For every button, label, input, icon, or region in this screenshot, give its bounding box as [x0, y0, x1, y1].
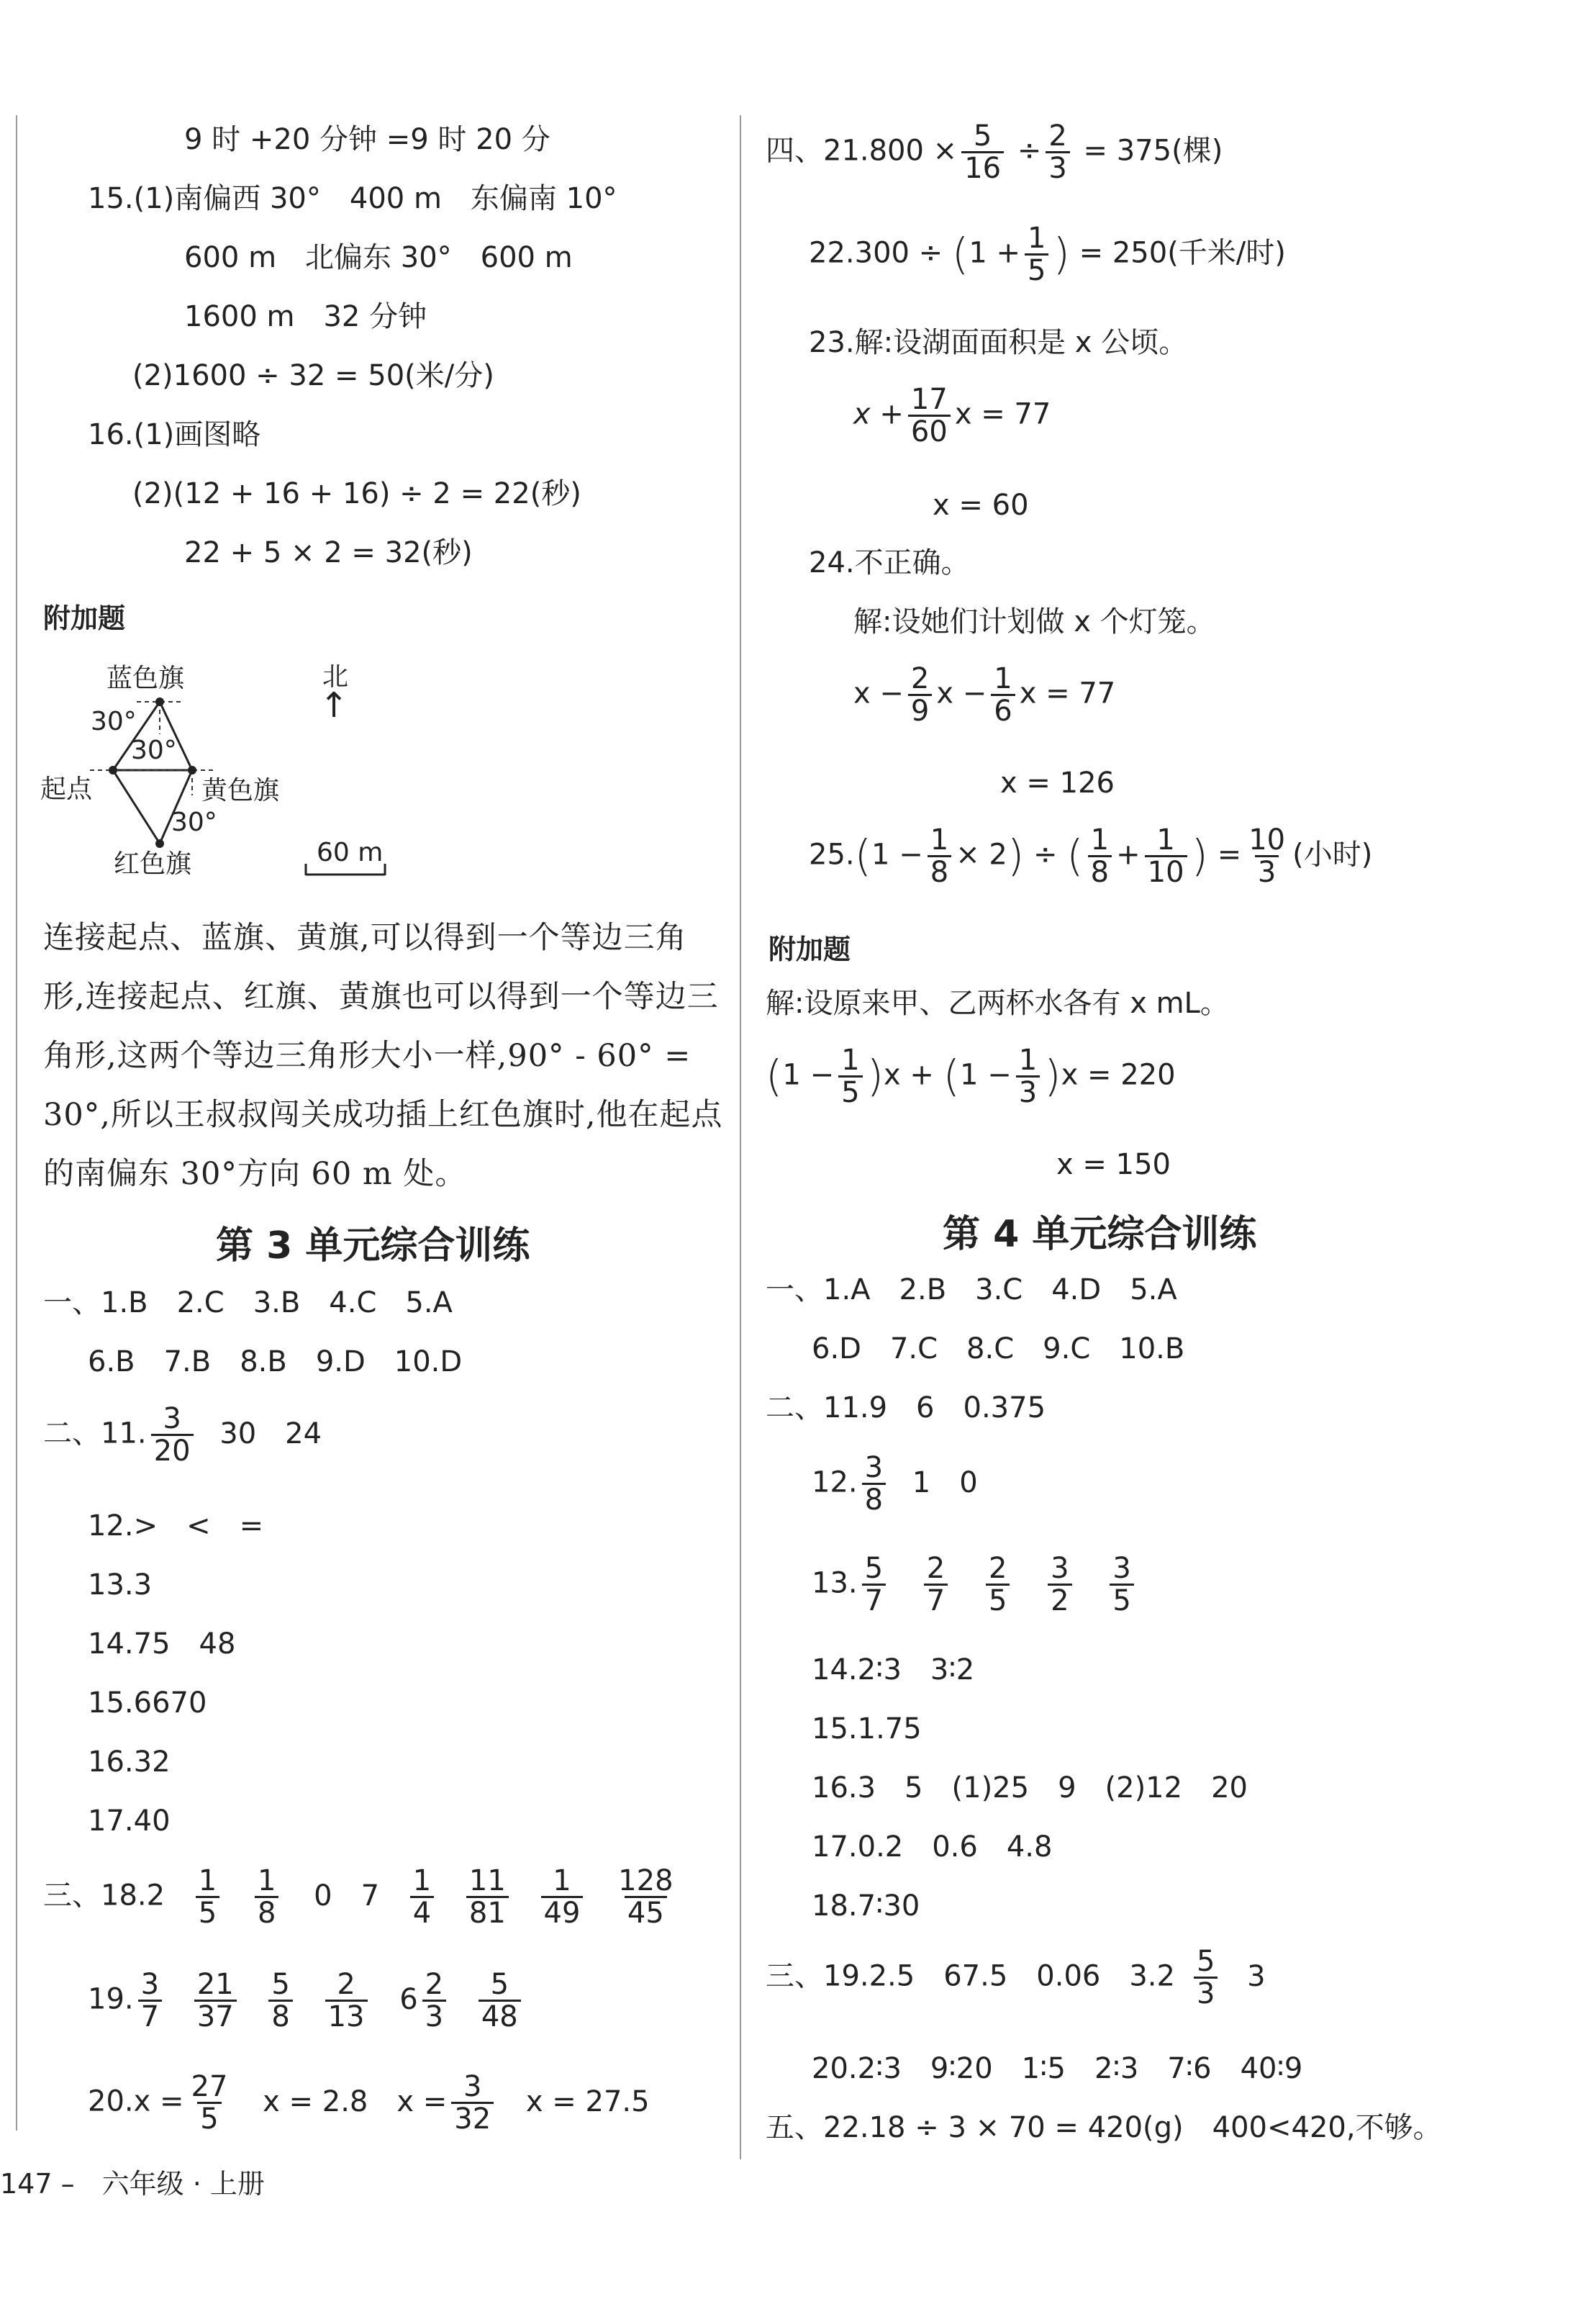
fraction-numerator: 1: [930, 823, 949, 857]
fraction-numerator: 5: [864, 1552, 884, 1585]
u3-q19-prefix: 19.: [88, 1982, 134, 2016]
north-label: 北: [322, 662, 349, 692]
fraction-numerator: 1: [1090, 823, 1110, 857]
angle-label-1: 30°: [91, 707, 137, 736]
q25-fraction-4: [1246, 825, 1288, 887]
fraction-numerator: 3: [140, 1968, 160, 2001]
fraction-numerator: 2: [1048, 119, 1067, 153]
fraction-denominator: 3: [1194, 1977, 1218, 2009]
fraction-denominator: 48: [479, 2000, 521, 2032]
u4-q13: [812, 1553, 1138, 1616]
yellow-flag-label: 黄色旗: [201, 776, 280, 805]
u3-section1-row-a: 一、1.B 2.C 3.B 4.C 5.A: [43, 1286, 453, 1319]
page-footer: 147 – 六年级 · 上册: [0, 2168, 265, 2200]
u3-q18-fraction-3: [410, 1866, 434, 1928]
u3-q20-middle: x = 2.8 x =: [263, 2085, 448, 2118]
left-line-1: 9 时 +20 分钟 =9 时 20 分: [184, 123, 550, 156]
fraction-denominator: 3: [1255, 855, 1279, 887]
fraction-numerator: 3: [463, 2070, 482, 2103]
u3-q16: 16.32: [88, 1745, 171, 1779]
u3-q19-fraction-4: [325, 1969, 368, 2032]
fraction-denominator: 4: [410, 1896, 434, 1928]
flag-diagram: [29, 648, 432, 900]
fraction-numerator: 2: [337, 1968, 355, 2001]
fraction-denominator: 3: [422, 2000, 446, 2032]
u3-q17: 17.40: [88, 1805, 171, 1838]
bonus-one-2: 1 −: [960, 1058, 1012, 1092]
north-arrow-icon: ↑: [319, 685, 349, 726]
fraction-denominator: 7: [138, 2000, 162, 2032]
fraction-numerator: 3: [1112, 1552, 1131, 1585]
q25-close-paren-2: ): [1191, 831, 1208, 882]
q25-times: × 2: [956, 838, 1007, 872]
q25-equals: =: [1217, 838, 1242, 872]
fraction-denominator: 10: [1145, 855, 1187, 887]
fraction-denominator: 3: [1016, 1075, 1040, 1108]
fraction-numerator: 1: [994, 662, 1012, 695]
fraction-numerator: 1: [412, 1864, 432, 1897]
column-divider: [740, 115, 741, 2159]
red-flag-label: 红色旗: [114, 849, 192, 879]
fraction-numerator: 5: [271, 1968, 290, 2001]
bonus-one-1: 1 −: [782, 1058, 835, 1092]
fraction-denominator: 5: [838, 1075, 862, 1108]
fraction-numerator: 3: [864, 1451, 884, 1484]
q24-equation: [853, 664, 1115, 726]
q23-eq-prefix: x +: [853, 397, 904, 431]
fraction-denominator: 16: [961, 151, 1004, 184]
u3-q18-prefix: 三、18.2: [43, 1879, 166, 1912]
q24-eq-middle: x −: [936, 677, 987, 710]
u3-q18-fraction-2: [255, 1866, 278, 1928]
fraction-numerator: 1: [1018, 1044, 1038, 1077]
fraction-numerator: 5: [973, 119, 992, 153]
u3-section1-row-b: 6.B 7.B 8.B 9.D 10.D: [88, 1345, 463, 1378]
fraction-denominator: 7: [924, 1584, 948, 1616]
fraction-denominator: 60: [908, 415, 951, 447]
bonus-answer: x = 150: [1056, 1148, 1171, 1181]
q25-divide: ÷: [1033, 838, 1058, 872]
q21-fraction-1: [961, 121, 1004, 184]
u4-section1-row-b: 6.D 7.C 8.C 9.C 10.B: [812, 1332, 1185, 1365]
u4-q18: 18.7∶30: [812, 1889, 920, 1923]
fraction-denominator: 3: [1046, 151, 1069, 184]
u4-q13-prefix: 13.: [812, 1566, 858, 1600]
q22-end: = 250(千米/时): [1079, 236, 1286, 270]
fraction-denominator: 20: [151, 1434, 194, 1466]
fraction-denominator: 5: [1025, 253, 1048, 286]
bonus-x-plus: x +: [883, 1058, 934, 1092]
fraction-numerator: 1: [841, 1044, 860, 1077]
q22: [809, 223, 1286, 286]
u4-section1-row-a: 一、1.A 2.B 3.C 4.D 5.A: [766, 1273, 1177, 1306]
q25-fraction-3: [1145, 825, 1187, 887]
q23-line-a: 23.解:设湖面面积是 x 公顷。: [809, 326, 1188, 359]
fraction-numerator: 1: [198, 1864, 217, 1897]
u4-q16: 16.3 5 (1)25 9 (2)12 20: [812, 1771, 1248, 1805]
fraction-numerator: 1: [257, 1864, 276, 1897]
q24-fraction-2: [991, 664, 1015, 726]
fraction-numerator: 2: [926, 1552, 946, 1585]
q24-line-a: 24.不正确。: [809, 546, 970, 579]
q22-inner: 1 +: [969, 236, 1021, 270]
fraction-denominator: 32: [451, 2102, 494, 2134]
fraction-numerator: 1: [1156, 823, 1175, 857]
q23-fraction: [908, 384, 951, 447]
q22-fraction: [1025, 223, 1048, 286]
fraction-denominator: 45: [625, 1896, 667, 1928]
u3-q13: 13.3: [88, 1568, 153, 1602]
q15-part2: (2)1600 ÷ 32 = 50(米/分): [132, 359, 494, 392]
u3-q11-rest: 30 24: [219, 1417, 322, 1450]
fraction-numerator: 1: [553, 1864, 571, 1897]
u4-q12-prefix: 12.: [812, 1465, 858, 1499]
u4-q11: 二、11.9 6 0.375: [766, 1391, 1046, 1424]
u4-q17: 17.0.2 0.6 4.8: [812, 1830, 1053, 1864]
fraction-numerator: 21: [196, 1968, 234, 2001]
u3-q15: 15.6670: [88, 1686, 207, 1720]
u4-q14: 14.2∶3 3∶2: [812, 1653, 975, 1686]
q21-operator: ÷: [1017, 134, 1042, 168]
q15-part1-line-b: 600 m 北偏东 30° 600 m: [184, 241, 573, 274]
bonus-line-a: 解:设原来甲、乙两杯水各有 x mL。: [766, 987, 1229, 1020]
u3-q12: 12.> < =: [88, 1509, 264, 1543]
fraction-denominator: 49: [541, 1896, 584, 1928]
q24-eq-end: x = 77: [1019, 677, 1116, 710]
q22-close-paren: ): [1053, 229, 1070, 280]
u4-q13-fraction-2: [924, 1553, 948, 1616]
left-margin-line: [16, 115, 17, 2131]
u3-q18-fraction-5: [541, 1866, 584, 1928]
u3-q20-prefix: 20.x =: [88, 2085, 184, 2118]
q25-fraction-1: [928, 825, 951, 887]
fraction-denominator: 8: [862, 1483, 886, 1515]
u4-q20: 20.2∶3 9∶20 1∶5 2∶3 7∶6 40∶9: [812, 2052, 1303, 2085]
q25-one: 1 −: [871, 838, 923, 872]
u3-q18-fraction-4: [466, 1866, 509, 1928]
fraction-numerator: 27: [191, 2070, 228, 2103]
fraction-denominator: 8: [1088, 855, 1112, 887]
q16-part1: 16.(1)画图略: [88, 418, 261, 451]
bonus-explanation-paragraph: 连接起点、蓝旗、黄旗,可以得到一个等边三角形,连接起点、红旗、黄旗也可以得到一个等边三角形,这两个等边三角形大小一样,90° - 60° = 30°,所以王叔叔闯关成功插上红色旗时,他在起点的南偏东 30°方向 60 m 处。: [43, 920, 723, 1192]
fraction-numerator: 5: [1196, 1945, 1215, 1978]
fraction-denominator: 7: [862, 1584, 886, 1616]
fraction-denominator: 13: [325, 2000, 368, 2032]
q16-part2: (2)(12 + 16 + 16) ÷ 2 = 22(秒): [132, 477, 581, 510]
u4-q19-prefix: 三、19.2.5 67.5 0.06 3.2: [766, 1959, 1175, 1993]
unit4-title: 第 4 单元综合训练: [943, 1213, 1257, 1256]
u3-q18-fraction-6: [615, 1866, 676, 1928]
u3-q11-prefix: 二、11.: [43, 1417, 147, 1450]
fraction-numerator: 2: [988, 1552, 1007, 1585]
u3-q19-fraction-1: [138, 1969, 162, 2032]
scale-label: 60 m: [317, 838, 384, 867]
fraction-numerator: 2: [425, 1968, 444, 2001]
fraction-numerator: 17: [910, 383, 948, 416]
q21-fraction-2: [1046, 121, 1069, 184]
fraction-denominator: 9: [908, 694, 932, 726]
fraction-numerator: 3: [1051, 1552, 1069, 1585]
fraction-numerator: 128: [618, 1864, 674, 1897]
fraction-numerator: 5: [490, 1968, 509, 2001]
q15-part1-line-a: 15.(1)南偏西 30° 400 m 东偏南 10°: [88, 182, 617, 215]
fraction-denominator: 5: [986, 1584, 1010, 1616]
bonus-open-paren-2: (: [943, 1051, 961, 1102]
u3-q19-fraction-6: [479, 1969, 521, 2032]
q25-open-paren-2: (: [1066, 831, 1084, 882]
angle-label-2: 30°: [131, 736, 177, 765]
u3-q18-fraction-1: [196, 1866, 219, 1928]
u4-q13-fraction-1: [862, 1553, 886, 1616]
q25-unit: (小时): [1292, 838, 1373, 872]
q24-fraction-1: [908, 664, 932, 726]
bonus-close-paren-1: ): [866, 1051, 884, 1102]
u4-q19: [766, 1946, 1266, 2009]
left-bonus-title: 附加题: [43, 602, 126, 634]
fraction-denominator: 8: [928, 855, 951, 887]
u3-q19-fraction-2: [194, 1969, 237, 2032]
q23-answer: x = 60: [933, 489, 1029, 522]
q24-answer: x = 126: [1000, 767, 1115, 800]
fraction-denominator: 81: [466, 1896, 509, 1928]
q22-prefix: 22.300 ÷: [809, 236, 943, 270]
u3-q20-fraction-1: [189, 2072, 231, 2134]
q25: [809, 825, 1372, 887]
fraction-denominator: 6: [991, 694, 1015, 726]
bonus-equation: [766, 1045, 1176, 1108]
u3-q20: [88, 2072, 650, 2134]
u3-q19-fraction-5: [422, 1969, 446, 2032]
fraction-denominator: 8: [255, 1896, 278, 1928]
u3-q11-fraction: [151, 1404, 194, 1466]
q21: [766, 121, 1223, 184]
u4-q12: [812, 1453, 978, 1515]
fraction-denominator: 8: [268, 2000, 292, 2032]
fraction-numerator: 2: [910, 662, 930, 695]
u5-q22: 五、22.18 ÷ 3 × 70 = 420(g) 400<420,不够。: [766, 2111, 1442, 2144]
fraction-denominator: 5: [1110, 1584, 1133, 1616]
u3-q20-fraction-2: [451, 2072, 494, 2134]
u3-q20-end: x = 27.5: [525, 2085, 650, 2118]
start-point-label: 起点: [40, 774, 93, 804]
u4-q19-end: 3: [1247, 1959, 1266, 1993]
fraction-numerator: 1: [1028, 222, 1046, 255]
u3-q19: [88, 1969, 525, 2032]
u4-q13-fraction-4: [1048, 1553, 1071, 1616]
angle-label-3: 30°: [171, 808, 217, 837]
u4-q19-fraction: [1194, 1946, 1218, 2009]
q15-part1-line-c: 1600 m 32 分钟: [184, 300, 427, 333]
q21-end: = 375(棵): [1083, 134, 1223, 168]
q23-eq-end: x = 77: [954, 397, 1051, 431]
q25-plus: +: [1116, 838, 1141, 872]
u4-q15: 15.1.75: [812, 1712, 922, 1745]
q24-eq-prefix: x −: [853, 677, 904, 710]
q25-fraction-2: [1088, 825, 1112, 887]
unit3-title: 第 3 单元综合训练: [216, 1224, 530, 1268]
u3-q19-fraction-3: [268, 1969, 292, 2032]
bonus-open-paren-1: (: [766, 1051, 783, 1102]
fraction-numerator: 11: [468, 1864, 506, 1897]
fraction-denominator: 2: [1048, 1584, 1071, 1616]
bonus-close-paren-2: ): [1044, 1051, 1061, 1102]
q24-line-b: 解:设她们计划做 x 个灯笼。: [853, 605, 1215, 638]
u4-q13-fraction-3: [986, 1553, 1010, 1616]
q25-close-paren-1: ): [1007, 831, 1025, 882]
u3-q11: [43, 1404, 322, 1466]
q22-open-paren: (: [951, 229, 969, 280]
right-bonus-title: 附加题: [768, 934, 851, 965]
fraction-numerator: 10: [1248, 823, 1286, 857]
bonus-x-equals: x = 220: [1061, 1058, 1176, 1092]
u3-q19-whole: 6: [399, 1982, 418, 2016]
u3-q14: 14.75 48: [88, 1627, 236, 1661]
u3-q18-middle: 0 7: [314, 1879, 380, 1912]
q25-prefix: 25.: [809, 838, 855, 872]
q25-open-paren-1: (: [854, 831, 872, 882]
q16-part3: 22 + 5 × 2 = 32(秒): [184, 536, 473, 569]
u4-q12-fraction: [862, 1453, 886, 1515]
fraction-denominator: 5: [197, 2102, 221, 2134]
fraction-numerator: 3: [163, 1402, 181, 1435]
bonus-fraction-2: [1016, 1045, 1040, 1108]
u3-q18: [43, 1866, 681, 1928]
fraction-denominator: 5: [196, 1896, 219, 1928]
fraction-denominator: 37: [194, 2000, 237, 2032]
u4-q12-rest: 1 0: [912, 1465, 978, 1499]
blue-flag-label: 蓝色旗: [106, 664, 185, 693]
q21-prefix: 四、21.800 ×: [766, 134, 958, 168]
bonus-fraction-1: [838, 1045, 862, 1108]
q23-equation: [853, 384, 1051, 447]
u4-q13-fraction-5: [1110, 1553, 1133, 1616]
